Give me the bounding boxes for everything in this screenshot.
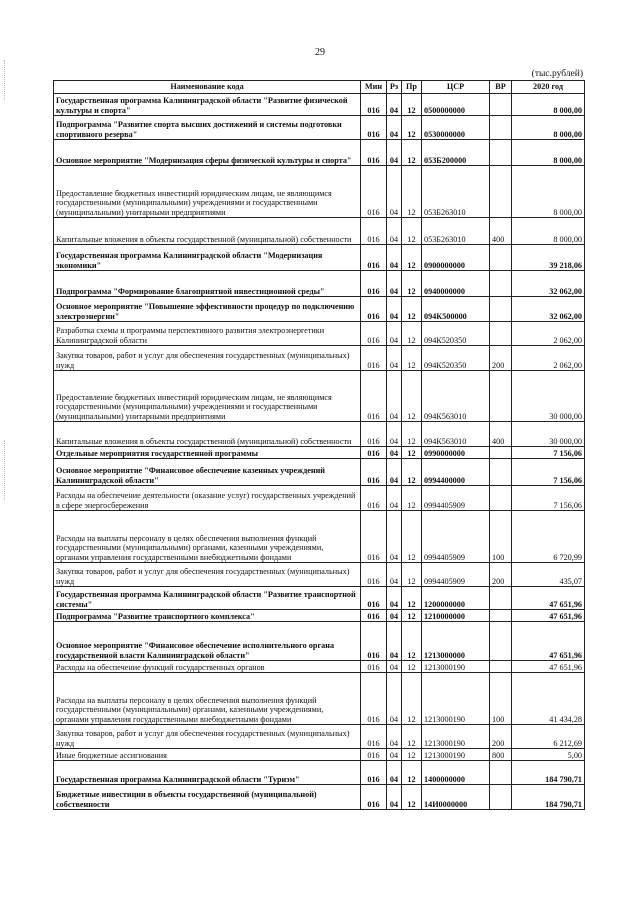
cell-amount: 32 062,00	[512, 271, 585, 297]
cell-vr	[490, 297, 512, 322]
units-label: (тыс.рублей)	[531, 69, 583, 79]
cell-name: Подпрограмма "Развитие спорта высших достижений и системы подготовки спортивного резерва"	[54, 116, 361, 140]
cell-name: Основное мероприятие "Модернизация сферы физической культуры и спорта"	[54, 140, 361, 166]
cell-amount: 6 212,69	[512, 725, 585, 749]
cell-pr: 12	[402, 459, 422, 486]
cell-rz: 04	[387, 486, 402, 511]
cell-csr: 1213000190	[422, 725, 490, 749]
table-row	[54, 94, 585, 116]
cell-name: Основное мероприятие "Финансовое обеспечение исполнительного органа государственной власти Калининградской области"	[54, 622, 361, 661]
table-row	[54, 218, 585, 245]
cell-min: 016	[361, 447, 387, 459]
cell-csr: 14И0000000	[422, 785, 490, 810]
cell-vr	[490, 587, 512, 610]
table-row	[54, 486, 585, 511]
cell-name: Предоставление бюджетных инвестиций юридическим лицам, не являющимся государственными (муниципальными) учреждениями и государственными (муниципальными) унитарными предприятиями	[54, 371, 361, 422]
cell-vr: 200	[490, 563, 512, 587]
header-csr: ЦСР	[422, 81, 490, 94]
cell-min: 016	[361, 140, 387, 166]
scan-edge-mark	[4, 440, 6, 500]
cell-amount: 7 156,06	[512, 459, 585, 486]
cell-name: Капитальные вложения в объекты государственной (муниципальной) собственности	[54, 218, 361, 245]
cell-csr: 0994405909	[422, 511, 490, 563]
table-row	[54, 371, 585, 422]
cell-csr: 1213000000	[422, 622, 490, 661]
table-row	[54, 322, 585, 346]
cell-vr: 100	[490, 511, 512, 563]
cell-pr: 12	[402, 422, 422, 447]
cell-pr: 12	[402, 673, 422, 725]
cell-min: 016	[361, 322, 387, 346]
cell-rz: 04	[387, 587, 402, 610]
cell-vr	[490, 140, 512, 166]
cell-vr	[490, 245, 512, 271]
table-body	[54, 94, 585, 810]
table-row	[54, 459, 585, 486]
cell-amount: 2 062,00	[512, 346, 585, 371]
cell-name: Государственная программа Калининградской области "Развитие транспортной системы"	[54, 587, 361, 610]
cell-name: Расходы на обеспечение функций государственных органов	[54, 661, 361, 673]
cell-pr: 12	[402, 245, 422, 271]
cell-vr	[490, 622, 512, 661]
cell-amount: 47 651,96	[512, 610, 585, 622]
cell-min: 016	[361, 166, 387, 218]
cell-amount: 47 651,96	[512, 587, 585, 610]
cell-min: 016	[361, 785, 387, 810]
cell-amount: 8 000,00	[512, 140, 585, 166]
cell-min: 016	[361, 346, 387, 371]
cell-csr: 0994405909	[422, 563, 490, 587]
cell-name: Отдельные мероприятия государственной программы	[54, 447, 361, 459]
cell-min: 016	[361, 297, 387, 322]
cell-pr: 12	[402, 346, 422, 371]
table-row	[54, 749, 585, 761]
table-row	[54, 673, 585, 725]
cell-min: 016	[361, 486, 387, 511]
cell-csr: 0994400000	[422, 459, 490, 486]
cell-pr: 12	[402, 116, 422, 140]
cell-pr: 12	[402, 725, 422, 749]
cell-rz: 04	[387, 761, 402, 785]
scan-edge-mark	[4, 60, 6, 100]
cell-amount: 5,00	[512, 749, 585, 761]
table-row	[54, 271, 585, 297]
cell-vr	[490, 166, 512, 218]
cell-name: Подпрограмма "Развитие транспортного комплекса"	[54, 610, 361, 622]
cell-rz: 04	[387, 422, 402, 447]
cell-csr: 0990000000	[422, 447, 490, 459]
cell-name: Расходы на обеспечение деятельности (оказание услуг) государственных учреждений в сфере энергосбережения	[54, 486, 361, 511]
cell-csr: 1213000190	[422, 673, 490, 725]
cell-vr	[490, 371, 512, 422]
cell-min: 016	[361, 94, 387, 116]
cell-vr	[490, 486, 512, 511]
cell-csr: 053Б263010	[422, 218, 490, 245]
cell-pr: 12	[402, 218, 422, 245]
header-pr: Пр	[402, 81, 422, 94]
cell-vr	[490, 459, 512, 486]
table-row	[54, 563, 585, 587]
cell-min: 016	[361, 511, 387, 563]
cell-rz: 04	[387, 346, 402, 371]
cell-csr: 0900000000	[422, 245, 490, 271]
cell-min: 016	[361, 610, 387, 622]
cell-rz: 04	[387, 166, 402, 218]
cell-pr: 12	[402, 297, 422, 322]
header-rz: Рз	[387, 81, 402, 94]
table-row	[54, 447, 585, 459]
cell-vr	[490, 661, 512, 673]
cell-amount: 30 000,00	[512, 371, 585, 422]
cell-name: Разработка схемы и программы перспективного развития электроэнергетики Калининградской области	[54, 322, 361, 346]
table-row	[54, 785, 585, 810]
table-row	[54, 116, 585, 140]
table-row	[54, 587, 585, 610]
table-row	[54, 661, 585, 673]
cell-amount: 32 062,00	[512, 297, 585, 322]
cell-name: Основное мероприятие "Финансовое обеспечение казенных учреждений Калининградской области"	[54, 459, 361, 486]
cell-csr: 094К520350	[422, 346, 490, 371]
cell-pr: 12	[402, 271, 422, 297]
page-number: 29	[315, 47, 325, 58]
cell-amount: 7 156,06	[512, 486, 585, 511]
cell-csr: 1210000000	[422, 610, 490, 622]
cell-pr: 12	[402, 94, 422, 116]
cell-amount: 184 790,71	[512, 785, 585, 810]
cell-rz: 04	[387, 245, 402, 271]
cell-rz: 04	[387, 511, 402, 563]
table-row	[54, 422, 585, 447]
cell-min: 016	[361, 271, 387, 297]
cell-name: Государственная программа Калининградской области "Модернизация экономики"	[54, 245, 361, 271]
cell-pr: 12	[402, 447, 422, 459]
cell-min: 016	[361, 761, 387, 785]
cell-pr: 12	[402, 166, 422, 218]
cell-csr: 1213000190	[422, 661, 490, 673]
cell-csr: 094К563010	[422, 422, 490, 447]
cell-min: 016	[361, 673, 387, 725]
cell-min: 016	[361, 622, 387, 661]
cell-pr: 12	[402, 761, 422, 785]
table-row	[54, 245, 585, 271]
cell-vr	[490, 761, 512, 785]
cell-name: Расходы на выплаты персоналу в целях обеспечения выполнения функций государственными (муниципальными) органами, казенными учреждениями, органами управления государственными внебюджетными фондами	[54, 511, 361, 563]
cell-vr: 200	[490, 725, 512, 749]
cell-name: Расходы на выплаты персоналу в целях обеспечения выполнения функций государственными (муниципальными) органами, казенными учреждениями, органами управления государственными внебюджетными фондами	[54, 673, 361, 725]
cell-amount: 2 062,00	[512, 322, 585, 346]
cell-vr: 400	[490, 422, 512, 447]
table-row	[54, 297, 585, 322]
cell-vr: 200	[490, 346, 512, 371]
cell-name: Подпрограмма "Формирование благоприятной инвестиционной среды"	[54, 271, 361, 297]
cell-rz: 04	[387, 725, 402, 749]
cell-rz: 04	[387, 218, 402, 245]
cell-vr	[490, 447, 512, 459]
cell-rz: 04	[387, 371, 402, 422]
cell-csr: 1400000000	[422, 761, 490, 785]
cell-vr: 100	[490, 673, 512, 725]
cell-min: 016	[361, 459, 387, 486]
cell-vr	[490, 322, 512, 346]
cell-name: Иные бюджетные ассигнования	[54, 749, 361, 761]
cell-csr: 094К563010	[422, 371, 490, 422]
cell-min: 016	[361, 371, 387, 422]
header-year: 2020 год	[512, 81, 585, 94]
table-row	[54, 610, 585, 622]
cell-vr	[490, 610, 512, 622]
cell-name: Государственная программа Калининградской области "Развитие физической культуры и спорта"	[54, 94, 361, 116]
cell-amount: 41 434,28	[512, 673, 585, 725]
cell-csr: 0940000000	[422, 271, 490, 297]
table-row	[54, 511, 585, 563]
cell-rz: 04	[387, 297, 402, 322]
cell-csr: 094К520350	[422, 322, 490, 346]
cell-rz: 04	[387, 94, 402, 116]
header-min: Мин	[361, 81, 387, 94]
cell-amount: 184 790,71	[512, 761, 585, 785]
cell-pr: 12	[402, 587, 422, 610]
table-row	[54, 166, 585, 218]
table-row	[54, 140, 585, 166]
cell-pr: 12	[402, 785, 422, 810]
cell-csr: 053Б263010	[422, 166, 490, 218]
cell-min: 016	[361, 116, 387, 140]
cell-min: 016	[361, 245, 387, 271]
cell-pr: 12	[402, 322, 422, 346]
header-vr: ВР	[490, 81, 512, 94]
cell-name: Закупка товаров, работ и услуг для обеспечения государственных (муниципальных) нужд	[54, 725, 361, 749]
cell-rz: 04	[387, 459, 402, 486]
cell-pr: 12	[402, 622, 422, 661]
table-row	[54, 725, 585, 749]
cell-amount: 6 720,99	[512, 511, 585, 563]
cell-rz: 04	[387, 116, 402, 140]
cell-min: 016	[361, 749, 387, 761]
cell-csr: 094К500000	[422, 297, 490, 322]
cell-amount: 47 651,96	[512, 661, 585, 673]
cell-vr	[490, 116, 512, 140]
cell-min: 016	[361, 661, 387, 673]
cell-name: Закупка товаров, работ и услуг для обеспечения государственных (муниципальных) нужд	[54, 346, 361, 371]
cell-name: Бюджетные инвестиции в объекты государственной (муниципальной) собственности	[54, 785, 361, 810]
table-row	[54, 761, 585, 785]
cell-vr: 800	[490, 749, 512, 761]
cell-amount: 30 000,00	[512, 422, 585, 447]
cell-csr: 053Б200000	[422, 140, 490, 166]
cell-pr: 12	[402, 140, 422, 166]
cell-csr: 1200000000	[422, 587, 490, 610]
cell-amount: 8 000,00	[512, 94, 585, 116]
cell-pr: 12	[402, 749, 422, 761]
table-row	[54, 346, 585, 371]
cell-vr	[490, 94, 512, 116]
cell-vr	[490, 271, 512, 297]
cell-csr: 0530000000	[422, 116, 490, 140]
cell-name: Государственная программа Калининградской области "Туризм"	[54, 761, 361, 785]
cell-amount: 39 218,06	[512, 245, 585, 271]
cell-vr: 400	[490, 218, 512, 245]
cell-pr: 12	[402, 563, 422, 587]
cell-csr: 0500000000	[422, 94, 490, 116]
cell-amount: 8 000,00	[512, 218, 585, 245]
cell-vr	[490, 785, 512, 810]
table-row	[54, 622, 585, 661]
cell-min: 016	[361, 563, 387, 587]
cell-rz: 04	[387, 563, 402, 587]
cell-name: Основное мероприятие "Повышение эффективности процедур по подключению электроэнергии"	[54, 297, 361, 322]
cell-amount: 7 156,06	[512, 447, 585, 459]
cell-name: Капитальные вложения в объекты государственной (муниципальной) собственности	[54, 422, 361, 447]
cell-min: 016	[361, 218, 387, 245]
cell-min: 016	[361, 587, 387, 610]
cell-pr: 12	[402, 610, 422, 622]
cell-min: 016	[361, 725, 387, 749]
cell-rz: 04	[387, 271, 402, 297]
cell-pr: 12	[402, 486, 422, 511]
cell-pr: 12	[402, 511, 422, 563]
cell-pr: 12	[402, 371, 422, 422]
cell-amount: 47 651,96	[512, 622, 585, 661]
cell-rz: 04	[387, 140, 402, 166]
cell-rz: 04	[387, 610, 402, 622]
cell-rz: 04	[387, 661, 402, 673]
cell-csr: 1213000190	[422, 749, 490, 761]
cell-rz: 04	[387, 673, 402, 725]
cell-name: Закупка товаров, работ и услуг для обеспечения государственных (муниципальных) нужд	[54, 563, 361, 587]
cell-rz: 04	[387, 447, 402, 459]
header-name: Наименование кода	[54, 81, 361, 94]
cell-rz: 04	[387, 785, 402, 810]
cell-amount: 8 000,00	[512, 166, 585, 218]
cell-csr: 0994405909	[422, 486, 490, 511]
budget-table	[53, 80, 585, 810]
cell-rz: 04	[387, 749, 402, 761]
cell-rz: 04	[387, 322, 402, 346]
table-header-row	[54, 81, 585, 94]
cell-name: Предоставление бюджетных инвестиций юридическим лицам, не являющимся государственными (муниципальными) учреждениями и государственными (муниципальными) унитарными предприятиями	[54, 166, 361, 218]
cell-pr: 12	[402, 661, 422, 673]
cell-amount: 8 000,00	[512, 116, 585, 140]
cell-amount: 435,07	[512, 563, 585, 587]
cell-min: 016	[361, 422, 387, 447]
cell-rz: 04	[387, 622, 402, 661]
